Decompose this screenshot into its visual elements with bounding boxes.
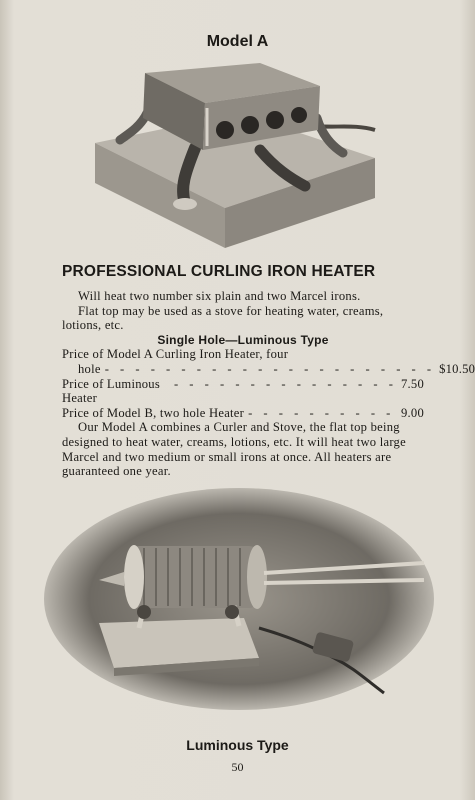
leader-dots: - - - - - - - - - - - - - - - - - - - - - - [104, 361, 436, 376]
price-model-a-label: hole [78, 361, 101, 376]
subheading-single-hole: Single Hole—Luminous Type [157, 332, 329, 347]
price-row-model-b [62, 406, 424, 421]
price-model-b-label: Price of Model B, two hole Heater [62, 405, 245, 420]
product-description [62, 289, 475, 479]
price-luminous-value: 7.50 [400, 376, 424, 391]
model-a-heater-photo [85, 58, 380, 253]
leader-dots: - - - - - - - - - - - - - - - [173, 376, 397, 391]
model-title: Model A [206, 33, 269, 50]
leader-dots: - - - - - - - - - - [248, 405, 395, 420]
price-luminous-label: Price of Luminous Heater [62, 376, 160, 406]
price-row-luminous [62, 377, 424, 406]
product-heading: PROFESSIONAL CURLING IRON HEATER [62, 263, 376, 280]
price-model-a-line1: Price of Model A Curling Iron Heater, four [62, 347, 289, 362]
page-number: 50 [231, 760, 244, 774]
paragraph-capacity: Will heat two number six plain and two Marcel irons. [78, 289, 361, 303]
price-model-a-value: $10.50 [439, 361, 475, 376]
paragraph-flat-top: Flat top may be used as a stove for heating water, creams, lotions, etc. [62, 303, 384, 333]
price-model-b-value: 9.00 [400, 405, 424, 420]
luminous-heater-photo [44, 488, 434, 710]
paragraph-combination: Our Model A combines a Curler and Stove, the flat top being designed to heat water, creams, lotions, etc. It will heat two large Marcel and two medium or small irons at once. All heaters are guaranteed one year. [62, 420, 406, 479]
price-row-model-a [62, 361, 475, 377]
photo-caption: Luminous Type [186, 737, 289, 753]
